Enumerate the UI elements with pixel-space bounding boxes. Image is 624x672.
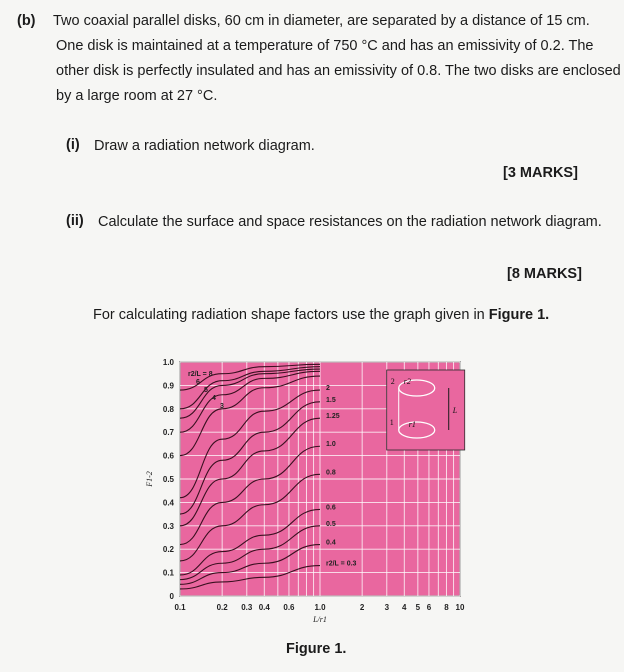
inset-disk-2-label: 2 — [390, 377, 395, 386]
y-tick-label: 0.5 — [162, 475, 174, 484]
curve-label: 0.5 — [326, 520, 336, 528]
x-axis-label: L/r1 — [313, 615, 327, 624]
curve-label: 4 — [212, 395, 216, 402]
inset-r1-label: r1 — [408, 420, 416, 429]
x-tick-label: 6 — [426, 603, 432, 612]
part-i-marks: [3 MARKS] — [503, 165, 578, 181]
x-tick-label: 5 — [415, 603, 421, 612]
x-tick-label: 1.0 — [314, 603, 326, 612]
disk-geometry-inset — [387, 370, 465, 450]
x-tick-label: 0.6 — [283, 603, 295, 612]
part-ii-label: (ii) — [66, 213, 84, 229]
curve-label: 1.0 — [326, 441, 336, 449]
x-tick-label: 3 — [384, 603, 390, 612]
inset-r2-label: r2 — [403, 377, 411, 386]
curve-label: 0.6 — [326, 504, 336, 512]
y-tick-label: 0.4 — [162, 498, 174, 508]
instruction-figure-ref: Figure 1. — [488, 307, 550, 323]
x-tick-label: 0.2 — [216, 603, 228, 612]
y-tick-label: 0.8 — [162, 404, 174, 414]
question-line-1: Two coaxial parallel disks, 60 cm in diameter, are separated by a distance of 15 cm. — [53, 13, 590, 29]
y-tick-label: 0.6 — [162, 451, 174, 461]
figure-caption: Figure 1. — [286, 641, 347, 657]
part-i-label: (i) — [66, 137, 80, 153]
question-line-2: One disk is maintained at a temperature of 750 °C and has an emissivity of 0.2. The — [56, 38, 594, 54]
y-tick-label: 0.2 — [162, 545, 174, 555]
curve-label: 1.25 — [326, 413, 340, 421]
x-tick-label: 4 — [402, 603, 407, 612]
part-ii-text: Calculate the surface and space resistances on the radiation network diagram. — [98, 214, 602, 230]
curve-label: 5 — [204, 387, 208, 394]
question-label: (b) — [17, 13, 36, 29]
instruction-text: For calculating radiation shape factors use the graph given in — [93, 307, 485, 323]
inset-length-label: L — [452, 406, 458, 415]
x-tick-label: 0.4 — [258, 603, 270, 612]
shape-factor-chart — [140, 352, 492, 638]
y-tick-label: 0.9 — [162, 381, 174, 391]
y-axis-label: F1-2 — [145, 471, 154, 487]
y-tick-label: 0.3 — [162, 521, 174, 531]
x-tick-label: 10 — [455, 603, 465, 612]
y-tick-label: 0.7 — [162, 428, 174, 438]
x-tick-label: 2 — [359, 603, 365, 612]
curve-label: 1.5 — [326, 396, 336, 404]
curve-label: 2 — [326, 385, 330, 393]
x-tick-label: 0.3 — [241, 603, 253, 612]
inset-disk-1-label: 1 — [389, 418, 394, 427]
y-tick-label: 1.0 — [162, 358, 174, 367]
curve-label: 3 — [220, 403, 224, 410]
question-line-3: other disk is perfectly insulated and has an emissivity of 0.8. The two disks are enclosed — [56, 63, 621, 79]
part-i-text: Draw a radiation network diagram. — [94, 138, 315, 154]
curve-label: r2/L = 0.3 — [326, 560, 357, 568]
instruction — [93, 306, 549, 324]
curve-label: 0.4 — [326, 539, 336, 547]
x-tick-label: 0.1 — [174, 603, 186, 612]
y-tick-label: 0 — [169, 592, 174, 601]
part-ii-marks: [8 MARKS] — [507, 266, 582, 282]
x-tick-label: 8 — [444, 603, 449, 612]
curve-label: r2/L = 8 — [188, 371, 213, 378]
y-tick-label: 0.1 — [162, 568, 174, 578]
curve-label: 6 — [196, 379, 200, 386]
curve-label: 0.8 — [326, 469, 336, 477]
question-line-4: by a large room at 27 °C. — [56, 88, 218, 104]
